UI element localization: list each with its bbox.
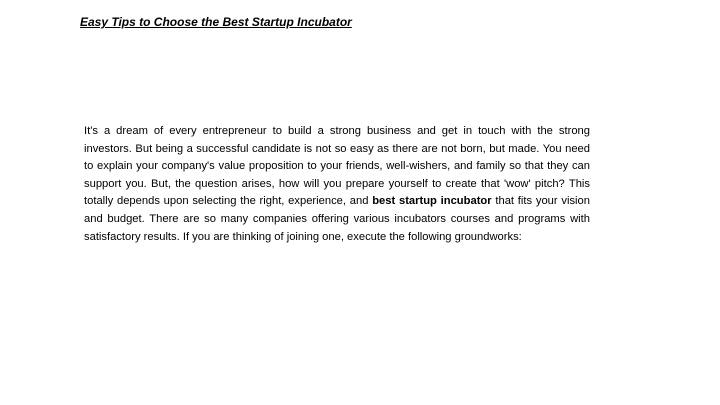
paragraph-bold-keyword: best startup incubator [372, 195, 492, 208]
paragraph-text-start: It's a dream of every entrepreneur to build a strong business and get in touch with the strong investors. But being a successful candidate is not so easy as there are not born, but made. You need to explain your company's value proposition to your friends, well-wishers, and family so that they can support you. But, the question arises, how will you prepare yourself to create that 'wow' pitch? This totally depends upon selecting the right, experience, and [84, 125, 590, 208]
paragraph-text-end: that fits your vision and budget. There are so many companies offering various incubators courses and programs with satisfactory results. If you are thinking of joining one, execute the following groundworks: [84, 195, 590, 243]
body-paragraph [84, 123, 590, 246]
document-title: Easy Tips to Choose the Best Startup Incubator [80, 15, 352, 29]
